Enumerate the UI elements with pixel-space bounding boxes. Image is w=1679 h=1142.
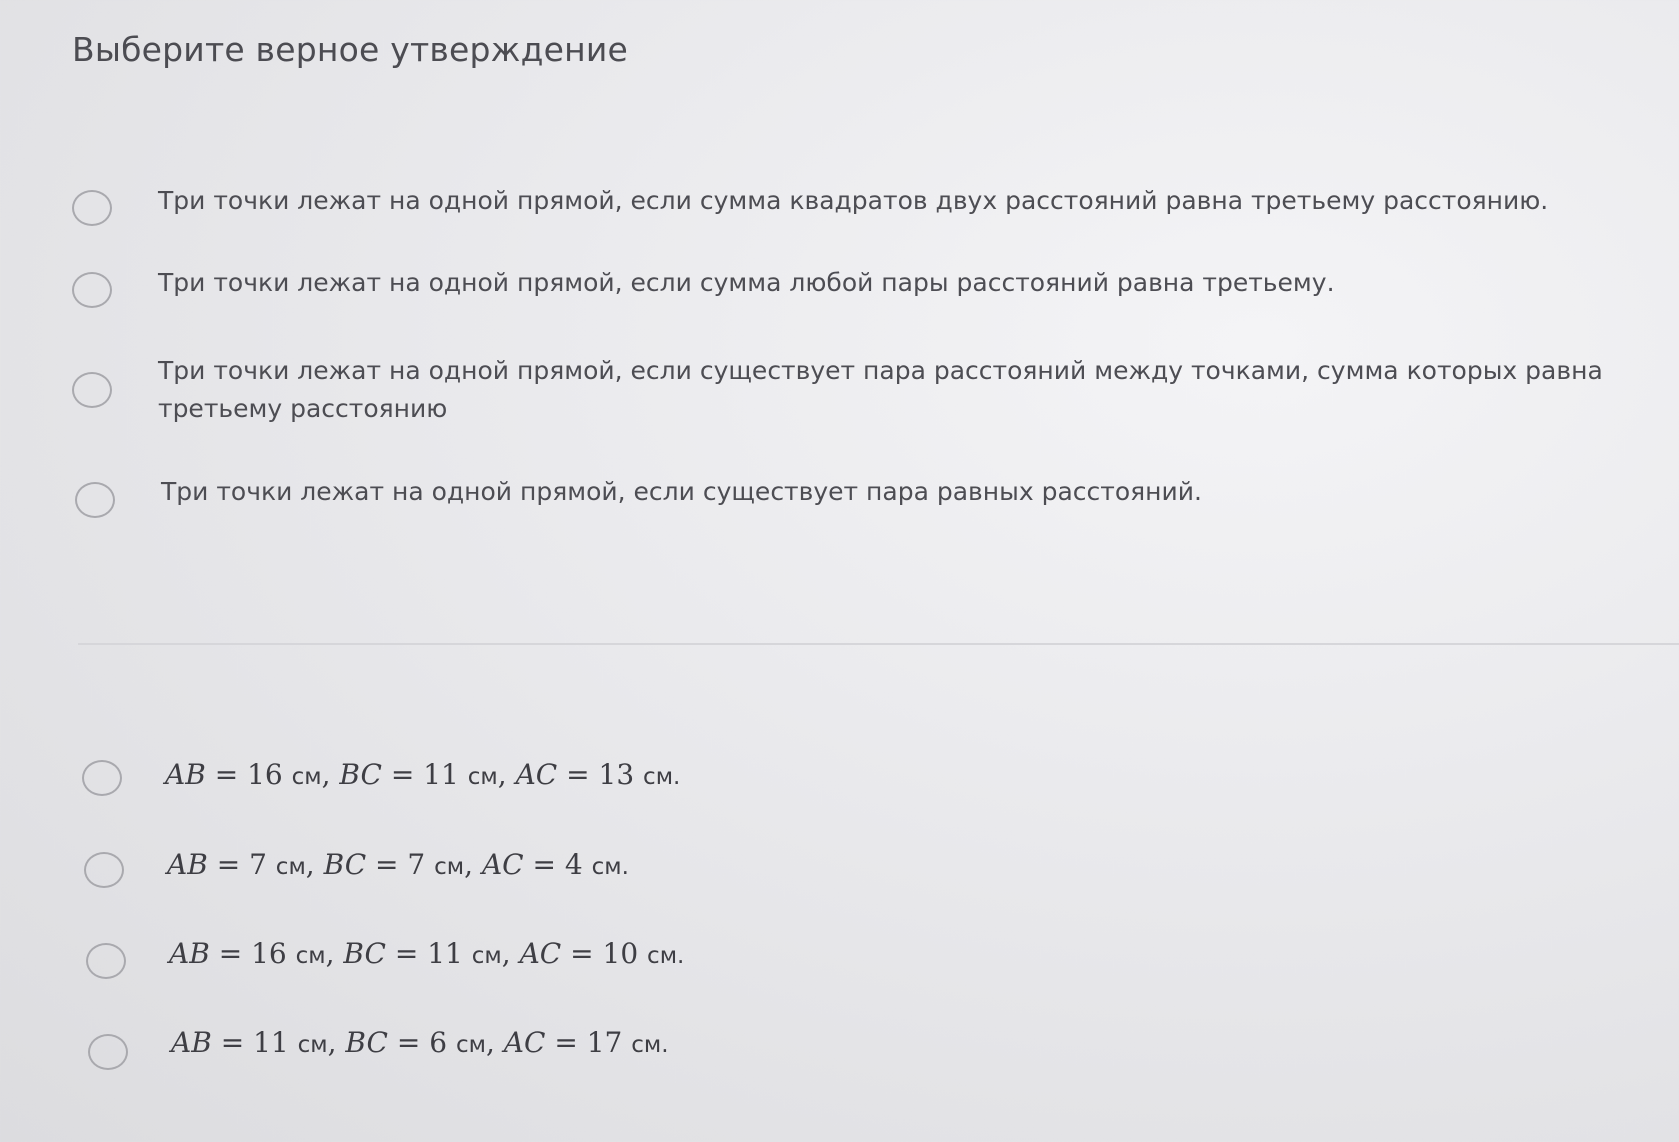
radio-button[interactable]: [84, 852, 124, 888]
distance-option-4[interactable]: [88, 1026, 669, 1070]
option-label: Три точки лежат на одной прямой, если существует пара равных расстояний.: [161, 477, 1202, 506]
statement-option-1[interactable]: [72, 186, 1549, 226]
radio-button[interactable]: [75, 482, 115, 518]
radio-button[interactable]: [72, 272, 112, 308]
statement-option-3[interactable]: [72, 356, 1603, 423]
option-label: Три точки лежат на одной прямой, если существует пара расстояний между точками, сумма которых равна третьему расстоянию: [158, 356, 1603, 423]
distance-option-1[interactable]: [82, 758, 681, 796]
section-divider: [78, 643, 1679, 645]
statement-option-2[interactable]: [72, 268, 1335, 308]
distance-option-3[interactable]: [86, 937, 685, 979]
radio-button[interactable]: [72, 372, 112, 408]
option-formula: AB = 7 см, BC = 7 см, AC = 4 см.: [167, 848, 629, 881]
distance-option-2[interactable]: [84, 848, 629, 888]
option-formula: AB = 16 см, BC = 11 см, AC = 13 см.: [165, 758, 681, 791]
question-title: Выберите верное утверждение: [72, 30, 629, 69]
option-label: Три точки лежат на одной прямой, если сумма квадратов двух расстояний равна третьему расстоянию.: [158, 186, 1549, 215]
radio-button[interactable]: [72, 190, 112, 226]
radio-button[interactable]: [88, 1034, 128, 1070]
radio-button[interactable]: [82, 760, 122, 796]
statement-option-4[interactable]: [75, 477, 1202, 518]
option-formula: AB = 11 см, BC = 6 см, AC = 17 см.: [171, 1026, 669, 1059]
option-label: Три точки лежат на одной прямой, если сумма любой пары расстояний равна третьему.: [158, 268, 1335, 297]
option-formula: AB = 16 см, BC = 11 см, AC = 10 см.: [169, 937, 685, 970]
radio-button[interactable]: [86, 943, 126, 979]
